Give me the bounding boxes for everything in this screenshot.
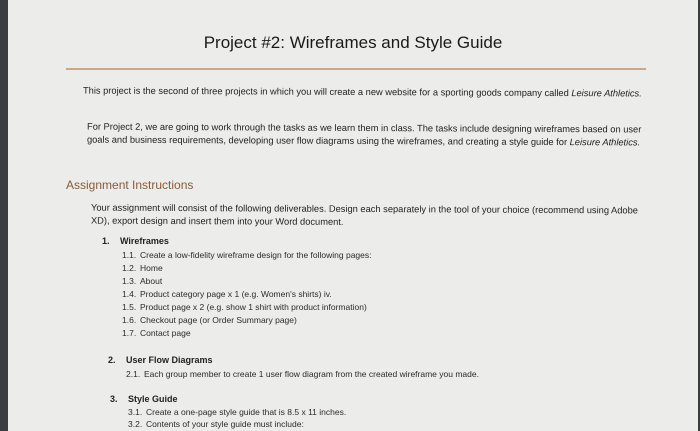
intro-p2-company: Leisure Athletics. (569, 137, 641, 148)
intro-p2-text: For Project 2, we are going to work through the tasks as we learn them in class. The tasks include designing wireframes based on user goals and business requirements, developing user flow diagrams using the wireframes, and creating a style guide for (86, 121, 642, 148)
document-page (8, 0, 698, 431)
sub-number: 1.2. (122, 263, 137, 273)
intro-paragraph-2 (87, 121, 642, 150)
sub-number: 3.2. (128, 419, 143, 429)
sub-item (128, 407, 346, 417)
sub-item (122, 263, 163, 273)
sub-text: Create a low-fidelity wireframe design for the following pages: (140, 250, 372, 260)
sub-text: Contents of your style guide must include: (146, 419, 304, 429)
sub-number: 2.1. (126, 369, 141, 379)
intro-p1-text: This project is the second of three projects in which you will create a new website for a sporting goods company called (82, 85, 569, 99)
sub-number: 1.4. (122, 289, 137, 299)
sub-number: 1.7. (122, 328, 137, 338)
sub-text: Each group member to create 1 user flow diagram from the created wireframe you made. (144, 369, 479, 379)
sub-number: 1.6. (122, 315, 137, 325)
list-label: Wireframes (120, 236, 169, 246)
list-label: User Flow Diagrams (126, 355, 213, 365)
list-label: Style Guide (128, 394, 178, 404)
list-item-user-flow (108, 355, 213, 365)
list-number: 2. (108, 355, 116, 365)
sub-number: 1.3. (122, 276, 137, 286)
sub-item (122, 315, 297, 325)
sub-text: Product page x 2 (e.g. show 1 shirt with product information) (140, 302, 367, 312)
sub-item (122, 289, 332, 299)
list-number: 3. (110, 394, 118, 404)
title-divider (66, 68, 646, 70)
sub-number: 1.5. (122, 302, 137, 312)
sub-text: About (140, 276, 163, 286)
sub-text: Create a one-page style guide that is 8.5 x 11 inches. (146, 407, 347, 417)
sub-item (122, 250, 372, 260)
sub-text: Checkout page (or Order Summary page) (140, 315, 297, 325)
assignment-heading: Assignment Instructions (66, 178, 194, 192)
sub-item (122, 302, 367, 312)
sub-item (128, 419, 304, 429)
sub-text: Home (140, 263, 163, 273)
intro-p1-company: Leisure Athletics. (571, 88, 642, 99)
list-item-style-guide (110, 394, 178, 404)
intro-paragraph-1 (83, 85, 643, 101)
sub-text: Contact page (140, 328, 191, 338)
sub-number: 3.1. (128, 407, 143, 417)
sub-text: Product category page x 1 (e.g. Women's shirts) iv. (140, 289, 332, 299)
assignment-instructions: Your assignment will consist of the following deliverables. Design each separately in the tool of your choice (recommend using Adobe XD), export design and insert them into your Word document. (90, 202, 638, 227)
list-number: 1. (102, 236, 110, 246)
sub-item (126, 369, 479, 379)
list-item-wireframes (102, 236, 169, 246)
sub-number: 1.1. (122, 250, 137, 260)
sub-item (122, 328, 191, 338)
page-title: Project #2: Wireframes and Style Guide (203, 33, 503, 52)
sub-item (122, 276, 162, 286)
